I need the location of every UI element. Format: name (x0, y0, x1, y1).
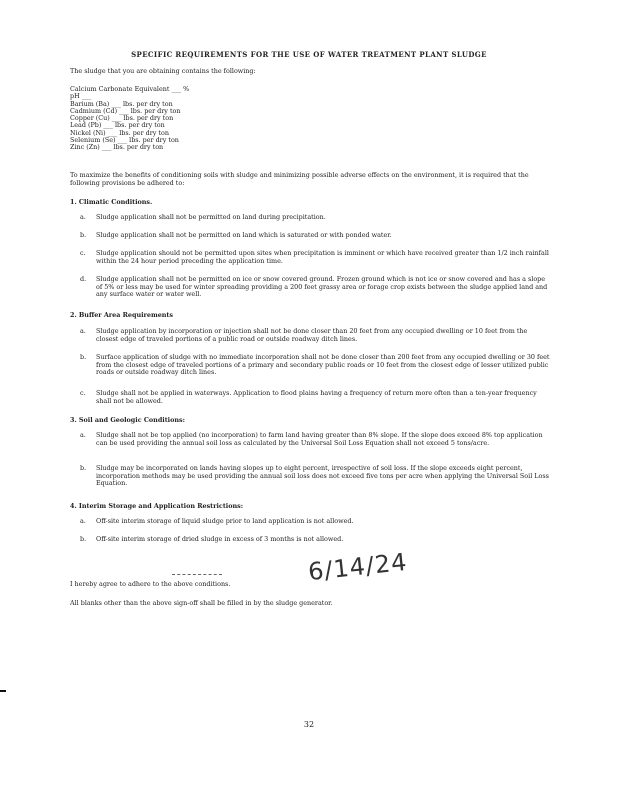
list-item (80, 432, 550, 447)
signature-line (172, 574, 222, 575)
item-text: Sludge may be incorporated on lands having slopes up to eight percent, irrespective of soil loss. If the slope exceeds eight percent, incorporation methods may be used providing the annual soil loss does not exceed five tons per acre when applying the Universal Soil Loss Equation. (96, 464, 549, 488)
scan-edge-mark (0, 690, 6, 692)
constituent-item: Cadmium (Cd) ___ lbs. per dry ton (70, 106, 181, 115)
constituent-item: Lead (Pb) ___ lbs. per dry ton (70, 121, 165, 130)
provisions-paragraph: To maximize the benefits of conditioning soils with sludge and minimizing possible adverse effects on the environment, it is required that the following provisions be adhered to: (70, 171, 529, 187)
item-letter: b. (80, 353, 87, 361)
item-text: Sludge application should not be permitted upon sites when precipitation is imminent or which have received greater than 1/2 inch rainfall within the 24 hour period preceding the application time. (96, 249, 549, 265)
section-heading: 4. Interim Storage and Application Restrictions: (70, 502, 244, 510)
constituent-list (70, 86, 189, 152)
item-text: Surface application of sludge with no immediate incorporation shall not be done closer than 200 feet from any occupied dwelling or 30 feet from the closest edge of traveled portions of a primary and secondary public roads or 10 feet from the closest edge of lesser utilized public roads or outside roadway ditch lines. (96, 353, 550, 377)
constituent-item: Calcium Carbonate Equivalent ___ % (70, 85, 190, 93)
item-text: Sludge shall not be top applied (no incorporation) to farm land having greater than 8% slope. If the slope does exceed 8% top application can be used providing the annual soil loss as calculated by the Universal Soil Loss Equation shall not exceed 5 tons/acre. (96, 431, 543, 447)
item-text: Sludge application shall not be permitted on ice or snow covered ground. Frozen ground which is not ice or snow covered and has a slope of 5% or less may be used for winter spreading providing a 200 feet grassy area or forage crop exists between the sludge applied land and any surface water or water well. (96, 275, 548, 299)
page-number: 32 (303, 720, 315, 729)
list-item (80, 465, 550, 488)
agreement-text: I hereby agree to adhere to the above conditions. (70, 580, 231, 588)
item-letter: a. (80, 213, 86, 221)
list-item (80, 328, 550, 343)
constituent-item: Copper (Cu) ___ lbs. per dry ton (70, 114, 174, 123)
item-letter: a. (80, 517, 86, 525)
intro-text: The sludge that you are obtaining contains the following: (70, 67, 256, 75)
item-letter: d. (80, 275, 87, 283)
section-heading: 2. Buffer Area Requirements (70, 311, 173, 319)
list-item (80, 518, 550, 526)
item-letter: a. (80, 327, 86, 335)
constituent-item: Nickel (Ni) ___ lbs. per dry ton (70, 128, 169, 137)
constituent-item: Selenium (Se) ___ lbs. per dry ton (70, 136, 179, 145)
list-item (80, 536, 550, 544)
constituent-item: Zinc (Zn) ___ lbs. per dry ton (70, 143, 164, 152)
item-letter: b. (80, 231, 87, 239)
section-heading: 3. Soil and Geologic Conditions: (70, 416, 185, 424)
list-item (80, 232, 550, 240)
list-item (80, 390, 550, 405)
item-text: Off-site interim storage of liquid sludge prior to land application is not allowed. (96, 517, 354, 525)
blanks-note: All blanks other than the above sign-off shall be filled in by the sludge generator. (70, 599, 333, 607)
constituent-item: Barium (Ba) ___ lbs. per dry ton (70, 99, 173, 108)
document-title: SPECIFIC REQUIREMENTS FOR THE USE OF WATER TREATMENT PLANT SLUDGE (131, 50, 487, 59)
item-text: Off-site interim storage of dried sludge in excess of 3 months is not allowed. (96, 535, 344, 543)
item-letter: a. (80, 431, 86, 439)
item-text: Sludge application shall not be permitted on land which is saturated or with ponded water. (96, 231, 392, 239)
list-item (80, 354, 550, 377)
section-heading: 1. Climatic Conditions. (70, 198, 153, 206)
list-item (80, 214, 550, 222)
item-text: Sludge application shall not be permitted on land during precipitation. (96, 213, 326, 221)
item-text: Sludge application by incorporation or injection shall not be done closer than 20 feet from any occupied dwelling or 10 feet from the closest edge of traveled portions of a public road or outside roadway ditch lines. (96, 327, 528, 343)
list-item (80, 276, 550, 299)
item-letter: b. (80, 464, 87, 472)
item-letter: c. (80, 389, 86, 397)
item-letter: b. (80, 535, 87, 543)
handwritten-date: 6/14/24 (306, 547, 409, 587)
list-item (80, 250, 550, 265)
item-text: Sludge shall not be applied in waterways. Application to flood plains having a frequency of return more often than a ten-year frequency shall not be allowed. (96, 389, 537, 405)
constituent-item: pH ___ (70, 92, 92, 101)
item-letter: c. (80, 249, 86, 257)
